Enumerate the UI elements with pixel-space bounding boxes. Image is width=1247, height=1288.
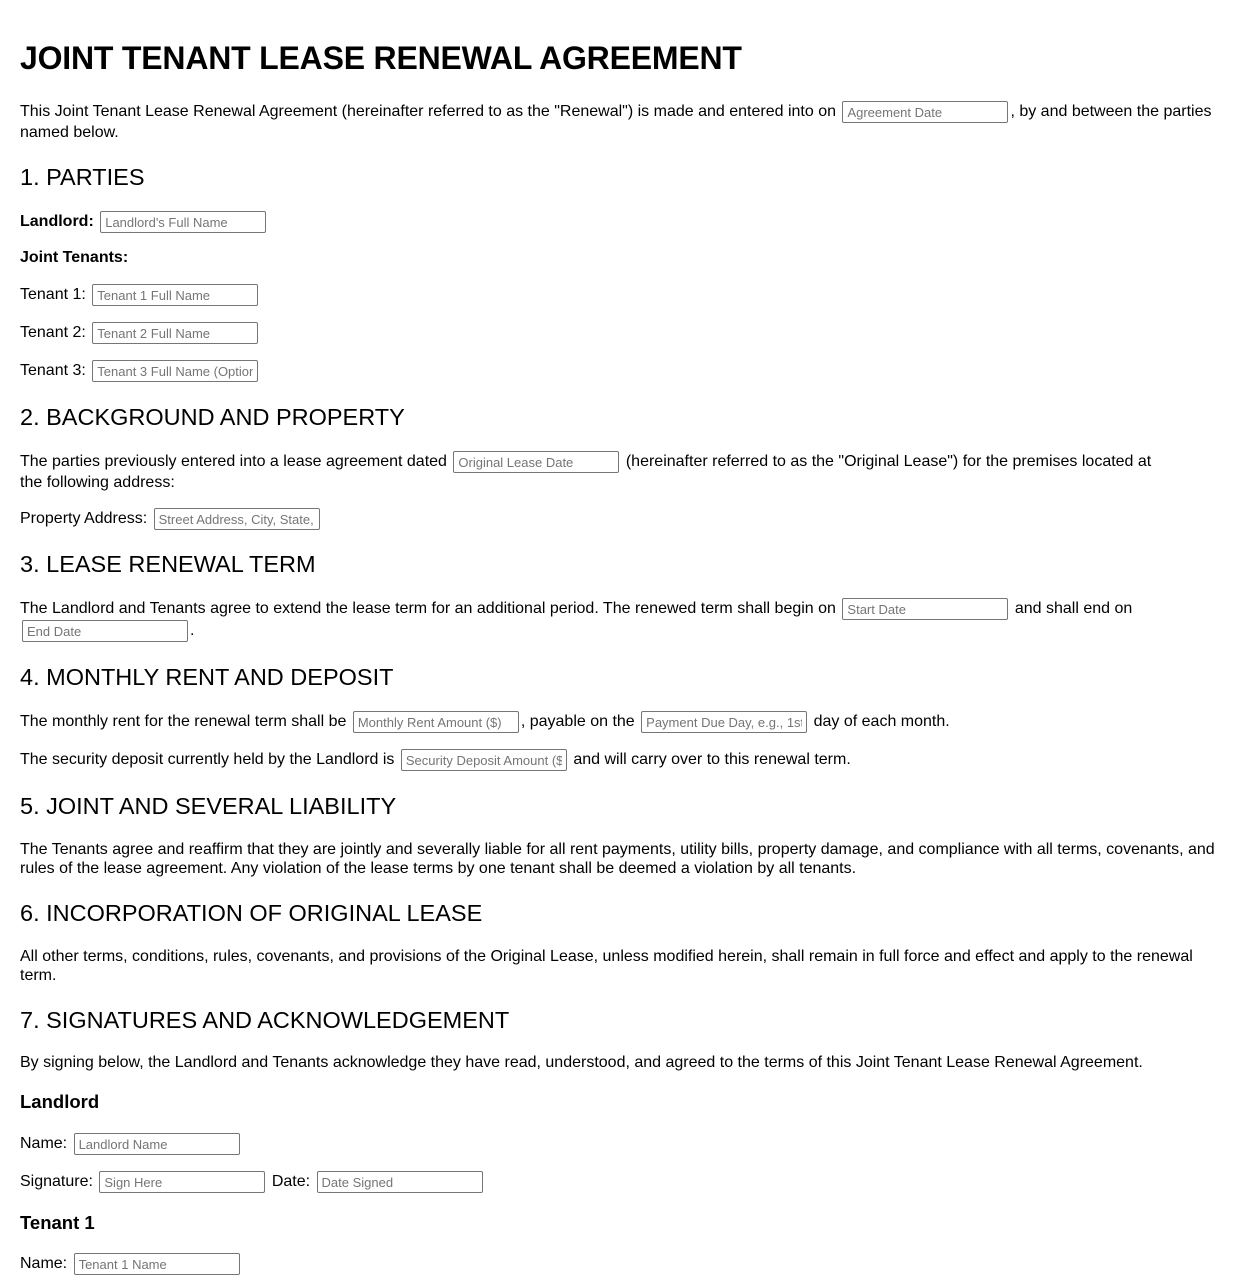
- rent-row: [20, 711, 1217, 733]
- tenant-2-full-name-input[interactable]: [92, 322, 258, 344]
- intro-text-before: This Joint Tenant Lease Renewal Agreement (hereinafter referred to as the "Renewal") is made and entered into on: [20, 103, 836, 121]
- landlord-row: [20, 211, 1217, 233]
- deposit-text-before: The security deposit currently held by the Landlord is: [20, 751, 395, 769]
- signature-label: Signature:: [20, 1173, 93, 1191]
- joint-tenants-label-row: [20, 248, 1217, 268]
- tenant-2-label: Tenant 2:: [20, 324, 86, 342]
- agreement-date-input[interactable]: [842, 101, 1008, 123]
- background-text-after: (hereinafter referred to as the "Original Lease") for the premises located at the following address:: [20, 453, 1152, 491]
- section-5-heading: 5. JOINT AND SEVERAL LIABILITY: [20, 793, 397, 819]
- tenant-1-label: Tenant 1:: [20, 286, 86, 304]
- rent-text-middle: , payable on the: [520, 713, 635, 731]
- landlord-name-row: [20, 1133, 1217, 1155]
- section-7-heading: 7. SIGNATURES AND ACKNOWLEDGEMENT: [20, 1007, 510, 1033]
- rent-text-after: day of each month.: [813, 713, 950, 731]
- landlord-signature-input[interactable]: [99, 1171, 265, 1193]
- landlord-name-input[interactable]: [74, 1133, 240, 1155]
- section-4-heading: 4. MONTHLY RENT AND DEPOSIT: [20, 664, 394, 690]
- renewal-term-paragraph: [20, 598, 1137, 642]
- tenant-1-signature-heading: Tenant 1: [20, 1212, 95, 1233]
- section-3-heading: 3. LEASE RENEWAL TERM: [20, 551, 316, 577]
- intro-text-after: , by and between the parties named below.: [20, 103, 1212, 141]
- deposit-text-after: and will carry over to this renewal term.: [573, 751, 851, 769]
- tenant-1-name-row: [20, 1253, 1217, 1275]
- landlord-label: Landlord:: [20, 213, 94, 231]
- date-label: Date:: [271, 1173, 311, 1191]
- end-date-input[interactable]: [22, 620, 188, 642]
- section-1-heading: 1. PARTIES: [20, 164, 145, 190]
- landlord-date-signed-input[interactable]: [317, 1171, 483, 1193]
- original-lease-date-input[interactable]: [453, 451, 619, 473]
- section-6-heading: 6. INCORPORATION OF ORIGINAL LEASE: [20, 900, 483, 926]
- acknowledgement-paragraph: By signing below, the Landlord and Tenants acknowledge they have read, understood, and agreed to the terms of this Joint Tenant Lease Renewal Agreement.: [20, 1054, 1143, 1071]
- incorporation-paragraph: All other terms, conditions, rules, covenants, and provisions of the Original Lease, unless modified herein, shall remain in full force and effect and apply to the renewal term.: [20, 948, 1193, 984]
- tenant-2-row: [20, 322, 1217, 344]
- tenant-1-row: [20, 284, 1217, 306]
- tenant-3-label: Tenant 3:: [20, 362, 86, 380]
- section-2-heading: 2. BACKGROUND AND PROPERTY: [20, 404, 405, 430]
- background-text-before: The parties previously entered into a lease agreement dated: [20, 453, 447, 471]
- joint-tenants-label: Joint Tenants:: [20, 249, 129, 266]
- deposit-row: [20, 749, 1217, 771]
- document-title: JOINT TENANT LEASE RENEWAL AGREEMENT: [20, 40, 742, 76]
- tenant-3-row: [20, 360, 1217, 382]
- security-deposit-input[interactable]: [401, 749, 567, 771]
- tenant-1-name-label: Name:: [20, 1255, 68, 1273]
- landlord-name-label: Name:: [20, 1135, 68, 1153]
- tenant-1-full-name-input[interactable]: [92, 284, 258, 306]
- landlord-full-name-input[interactable]: [100, 211, 266, 233]
- liability-paragraph: The Tenants agree and reaffirm that they are jointly and severally liable for all rent payments, utility bills, property damage, and compliance with all terms, covenants, and rules of the lease agreement. Any violation of the lease terms by one tenant shall be deemed a violation by all tenants.: [20, 841, 1215, 877]
- tenant-1-name-input[interactable]: [74, 1253, 240, 1275]
- property-address-input[interactable]: [154, 508, 320, 530]
- renewal-term-text-after: .: [190, 622, 195, 640]
- tenant-3-full-name-input[interactable]: [92, 360, 258, 382]
- payment-due-day-input[interactable]: [641, 711, 807, 733]
- landlord-signature-heading: Landlord: [20, 1091, 100, 1112]
- landlord-signature-row: [20, 1171, 1217, 1193]
- renewal-term-text-middle: and shall end on: [1014, 600, 1133, 618]
- background-paragraph: [20, 451, 1177, 493]
- start-date-input[interactable]: [842, 598, 1008, 620]
- intro-paragraph: [20, 101, 1217, 143]
- rent-text-before: The monthly rent for the renewal term shall be: [20, 713, 347, 731]
- property-address-label: Property Address:: [20, 510, 148, 528]
- property-address-row: [20, 508, 1217, 530]
- renewal-term-text-before: The Landlord and Tenants agree to extend the lease term for an additional period. The renewed term shall begin on: [20, 600, 836, 618]
- monthly-rent-input[interactable]: [353, 711, 519, 733]
